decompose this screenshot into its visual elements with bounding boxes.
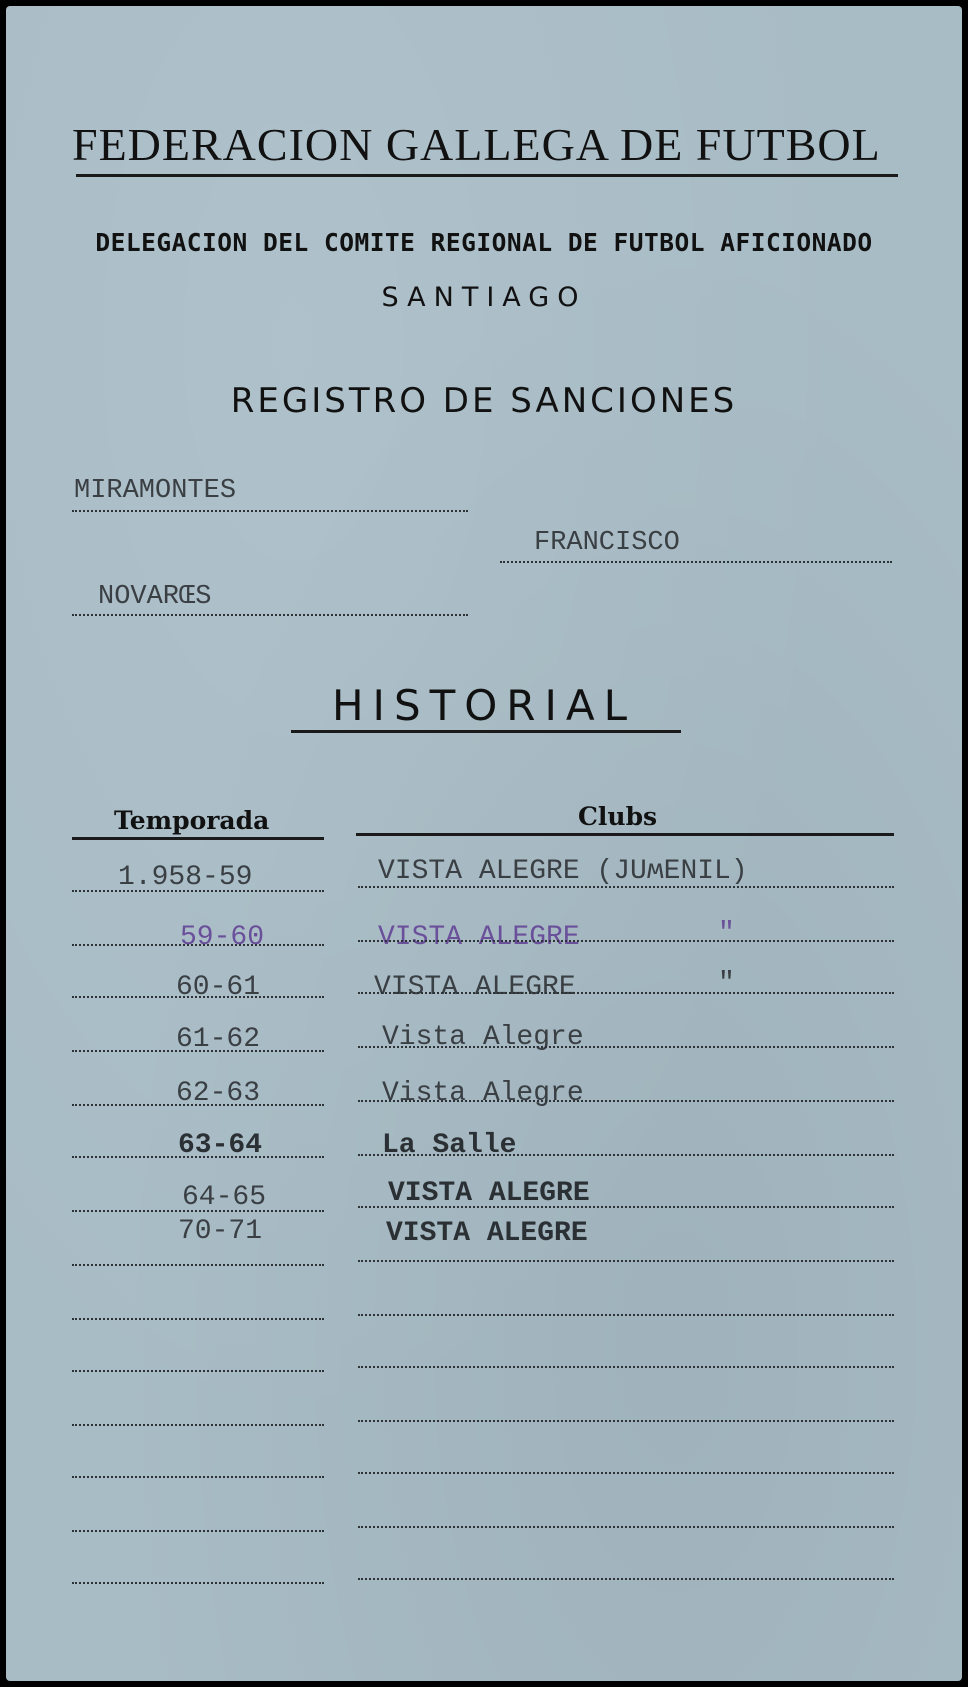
title-underline <box>76 174 898 177</box>
club-cell: Vista Alegre <box>382 1022 584 1053</box>
clubs-ruled-line <box>358 1526 894 1528</box>
season-cell: 61-62 <box>176 1024 261 1055</box>
record-card <box>6 6 962 1681</box>
season-cell: 62-63 <box>176 1078 261 1109</box>
clubs-ruled-line <box>358 992 894 994</box>
club-cell: VISTA ALEGRE <box>378 922 580 953</box>
season-cell: 59-60 <box>180 922 265 953</box>
season-ruled-line <box>72 1050 324 1052</box>
season-ruled-line <box>72 1582 324 1584</box>
clubs-column-header: Clubs <box>578 802 658 831</box>
season-ruled-line <box>72 1370 324 1372</box>
season-ruled-line <box>72 1210 324 1212</box>
ditto-mark: " <box>718 918 735 949</box>
club-cell: Vista Alegre <box>382 1078 584 1109</box>
clubs-ruled-line <box>358 1420 894 1422</box>
clubs-ruled-line <box>358 886 894 888</box>
season-cell: 60-61 <box>176 972 261 1003</box>
clubs-ruled-line <box>358 1314 894 1316</box>
clubs-ruled-line <box>358 940 894 942</box>
season-ruled-line <box>72 1104 324 1106</box>
season-cell: 70-71 <box>178 1216 263 1247</box>
clubs-ruled-line <box>358 1472 894 1474</box>
clubs-ruled-line <box>358 1366 894 1368</box>
clubs-header-rule <box>356 833 894 836</box>
city-heading: SANTIAGO <box>381 282 587 313</box>
clubs-ruled-line <box>358 1578 894 1580</box>
season-ruled-line <box>72 1424 324 1426</box>
season-ruled-line <box>72 1530 324 1532</box>
ditto-mark: " <box>718 968 735 999</box>
season-ruled-line <box>72 1156 324 1158</box>
season-ruled-line <box>72 1264 324 1266</box>
clubs-ruled-line <box>358 1206 894 1208</box>
club-cell: VISTA ALEGRE <box>374 972 576 1003</box>
season-ruled-line <box>72 944 324 946</box>
surname1-line <box>72 510 468 512</box>
season-header-rule <box>72 837 324 840</box>
surname2-value: NOVARŒS <box>98 582 212 612</box>
season-ruled-line <box>72 890 324 892</box>
season-cell: 63-64 <box>178 1130 263 1161</box>
clubs-ruled-line <box>358 1260 894 1262</box>
federation-title: FEDERACION GALLEGA DE FUTBOL <box>72 119 881 170</box>
season-ruled-line <box>72 1476 324 1478</box>
season-ruled-line <box>72 1318 324 1320</box>
season-cell: 1.958-59 <box>118 862 253 893</box>
clubs-ruled-line <box>358 1154 894 1156</box>
surname2-line <box>72 614 468 616</box>
club-cell: La Salle <box>382 1130 517 1161</box>
register-heading: REGISTRO DE SANCIONES <box>230 381 738 421</box>
first-name-value: FRANCISCO <box>534 528 680 558</box>
club-cell: VISTA ALEGRE <box>388 1178 590 1209</box>
season-cell: 64-65 <box>182 1182 267 1213</box>
first-name-line <box>500 561 892 563</box>
clubs-ruled-line <box>358 1100 894 1102</box>
delegation-heading: DELEGACION DEL COMITE REGIONAL DE FUTBOL AFICIONADO <box>95 228 873 257</box>
historial-title: HISTORIAL <box>331 681 637 730</box>
club-cell: VISTA ALEGRE <box>386 1218 588 1249</box>
season-column-header: Temporada <box>114 806 270 835</box>
club-cell: VISTA ALEGRE (JUʍENIL) <box>378 856 748 887</box>
surname1-value: MIRAMONTES <box>74 476 237 506</box>
clubs-ruled-line <box>358 1046 894 1048</box>
historial-underline <box>291 730 681 733</box>
season-ruled-line <box>72 996 324 998</box>
